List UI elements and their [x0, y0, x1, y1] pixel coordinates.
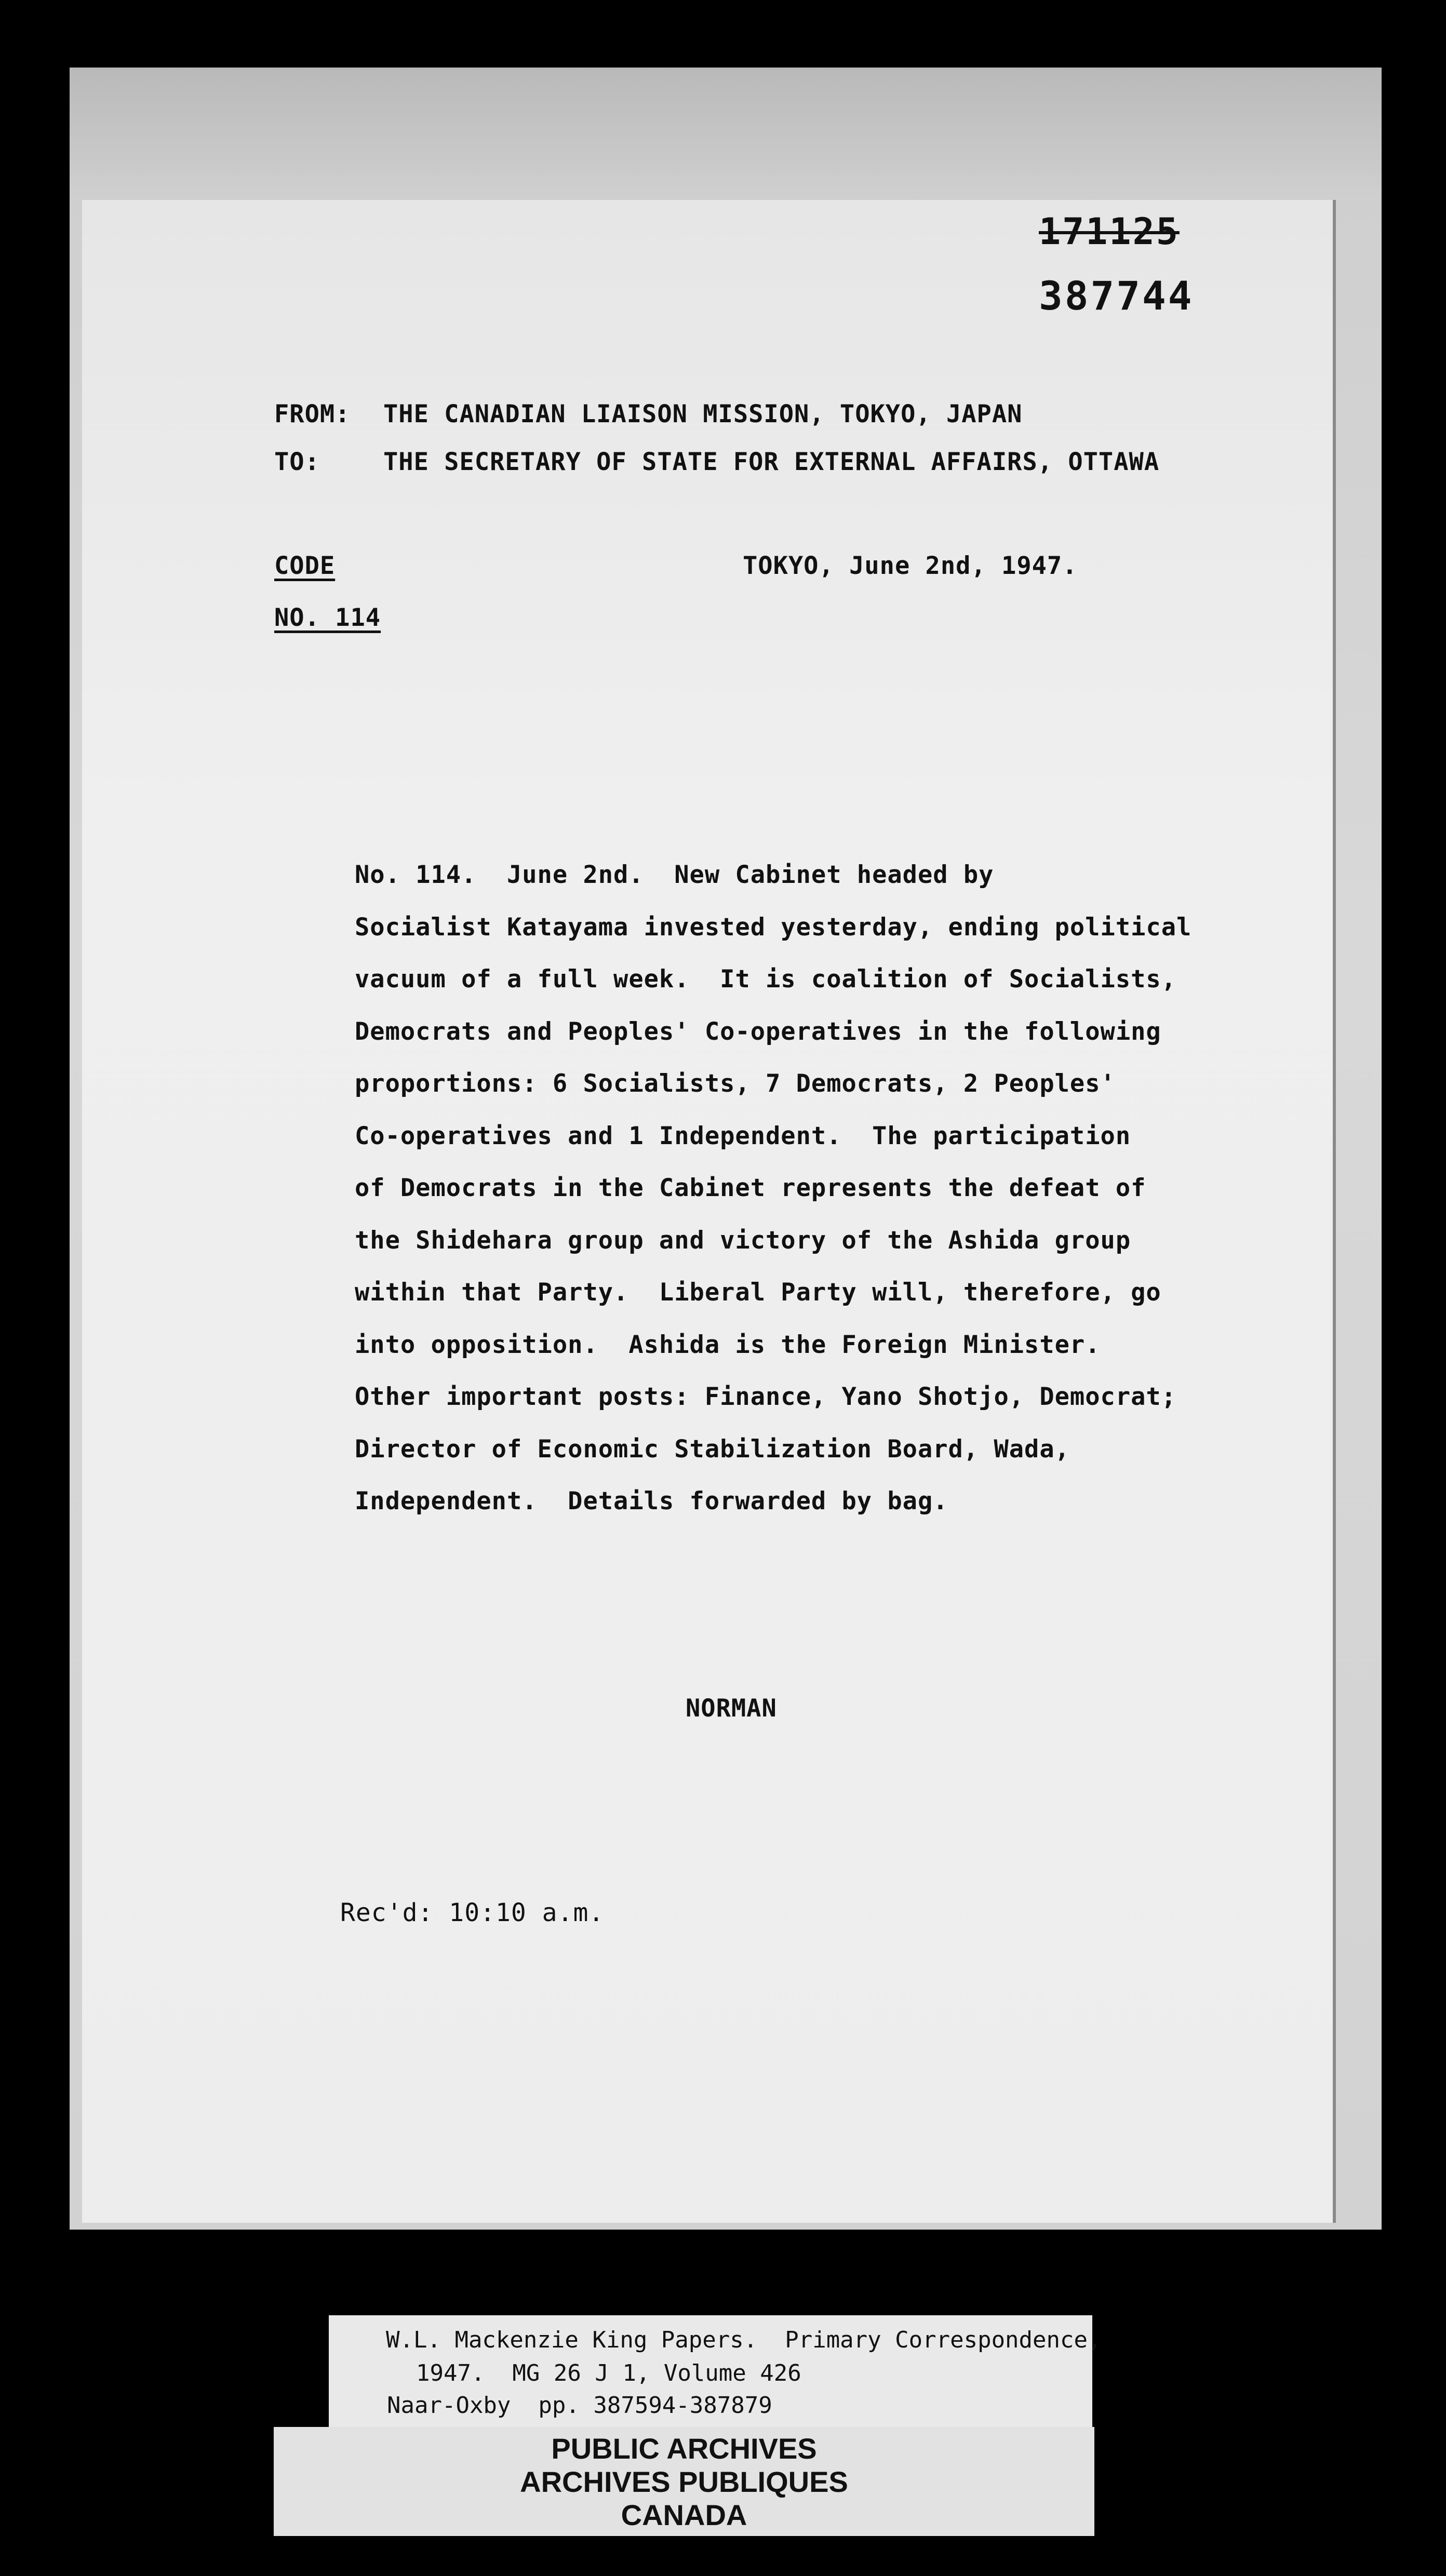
body-line: Democrats and Peoples' Co-operatives in the following: [355, 1017, 1161, 1046]
message-body: [355, 860, 1191, 1538]
to-label: TO:: [274, 448, 320, 476]
body-line: Director of Economic Stabilization Board, Wada,: [355, 1434, 1070, 1464]
body-line: the Shidehara group and victory of the Ashida group: [355, 1226, 1131, 1255]
body-line: proportions: 6 Socialists, 7 Democrats, 2 Peoples': [355, 1069, 1116, 1098]
body-line: Other important posts: Finance, Yano Shotjo, Democrat;: [355, 1383, 1177, 1411]
archive-reference-label: [329, 2315, 1102, 2427]
archive-stamp-line: PUBLIC ARCHIVES: [551, 2432, 817, 2465]
archive-stamp-line: ARCHIVES PUBLIQUES: [520, 2465, 848, 2498]
archive-label-line: Naar-Oxby pp. 387594-387879: [387, 2392, 772, 2419]
body-line: within that Party. Liberal Party will, therefore, go: [355, 1278, 1161, 1307]
signature: NORMAN: [686, 1694, 777, 1723]
body-line: No. 114. June 2nd. New Cabinet headed by: [355, 861, 994, 889]
body-line: of Democrats in the Cabinet represents the defeat of: [355, 1174, 1146, 1202]
code-label: CODE: [274, 552, 336, 580]
body-line: Independent. Details forwarded by bag.: [355, 1487, 948, 1515]
date-line: TOKYO, June 2nd, 1947.: [743, 552, 1078, 580]
body-line: Socialist Katayama invested yesterday, ending political: [355, 913, 1192, 942]
body-line: Co-operatives and 1 Independent. The participation: [355, 1121, 1131, 1150]
from-label: FROM:: [274, 400, 351, 428]
reference-number-new: 387744: [1039, 273, 1194, 319]
body-line: into opposition. Ashida is the Foreign Minister.: [355, 1330, 1101, 1359]
reference-number-old: 171125: [1039, 210, 1180, 253]
body-line: vacuum of a full week. It is coalition of Socialists,: [355, 965, 1177, 994]
to-text: THE SECRETARY OF STATE FOR EXTERNAL AFFAIRS, OTTAWA: [383, 448, 1160, 476]
received-time: Rec'd: 10:10 a.m.: [340, 1898, 605, 1927]
archive-stamp: [274, 2427, 1094, 2536]
archive-label-line: W.L. Mackenzie King Papers. Primary Correspondence,: [386, 2327, 1102, 2353]
from-text: THE CANADIAN LIAISON MISSION, TOKYO, JAPAN: [383, 400, 1023, 428]
archive-stamp-line: CANADA: [621, 2499, 747, 2531]
archive-label-line: 1947. MG 26 J 1, Volume 426: [416, 2360, 801, 2386]
message-number: NO. 114: [274, 603, 381, 632]
